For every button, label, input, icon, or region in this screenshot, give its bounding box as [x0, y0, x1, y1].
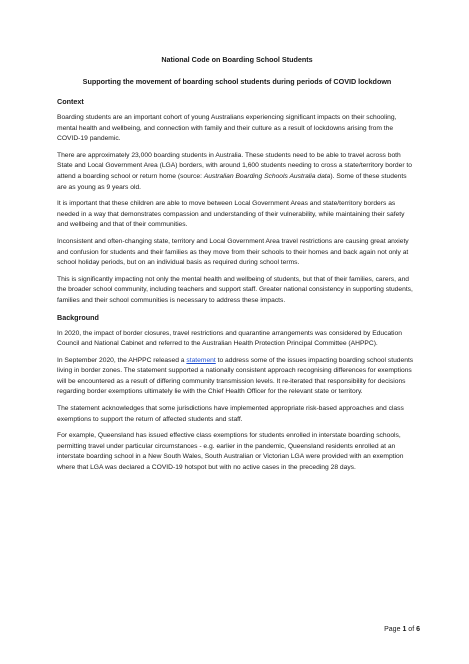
background-paragraph-1: In 2020, the impact of border closures, travel restrictions and quarantine arrangements was considered by Education Council and National Cabinet and referred to the Australian Health Protection Principal Committee (AHPPC). — [57, 329, 402, 348]
background-paragraph-4: For example, Queensland has issued effective class exemptions for students enrolled in interstate boarding schools, permitting travel under particular circumstances - e.g. earlier in the pandemic, Queensland residents enrolled at an interstate boarding school in a New South Wales, South Australian or Victorian LGA were provided with an exemption where that LGA was declared a COVID-19 hotspot but with no active cases in the preceding 28 days. — [57, 432, 404, 472]
context-paragraph-2-text-b: ). Some of these students are as young as 9 years old. — [57, 172, 407, 191]
page-word: Page — [384, 626, 401, 633]
context-paragraph-5: This is significantly impacting not only the mental health and wellbeing of students, but that of their families, carers, and the broader school community, including teachers and support staff. Greater national consistency in supporting students, families and their school communities is necessary to address these impacts. — [57, 275, 413, 304]
background-paragraph-2-text-b: to address some of the issues impacting boarding school students living in border zones. The statement supported a nationally consistent approach recognising differences for exemptions will be encountered as a result of differing community transmission levels. It re-iterated that responsibility for decisions regarding border exemptions ultimately lie with the Chief Health Officer for the relevant state or territory. — [57, 356, 414, 396]
section-heading-background: Background — [57, 312, 99, 322]
context-paragraph-2-text-a: There are approximately 23,000 boarding students in Australia. These students need to be able to travel across both State and Local Government Area (LGA) borders, with around 1,600 students needing to cross a state/territory border to attend a boarding school or return home (source: — [57, 151, 413, 180]
document-title: National Code on Boarding School Students — [161, 55, 313, 64]
document-subtitle: Supporting the movement of boarding school students during periods of COVID lockdown — [82, 77, 392, 86]
background-paragraph-3: The statement acknowledges that some jurisdictions have implemented appropriate risk-based approaches and class exemptions to support the return of affected students and staff. — [57, 405, 404, 423]
context-paragraph-4: Inconsistent and often-changing state, territory and Local Government Area travel restrictions are causing great anxiety and confusion for students and their families as they move from their schools to their homes and back again not only at school holiday periods, but on an individual basis as required during school terms. — [57, 237, 409, 267]
background-paragraph-2 — [57, 356, 417, 398]
section-heading-context: Context — [57, 97, 84, 106]
page-current: 1 — [402, 626, 407, 633]
context-paragraph-1: Boarding students are an important cohort of young Australians experiencing significant impacts on their schooling, mental health and wellbeing, and connection with family and their culture as a result of lockdowns arising from the COVID-19 pandemic. — [57, 114, 397, 143]
page-number-footer — [384, 625, 420, 634]
context-paragraph-3: It is important that these children are able to move between Local Government Areas and state/territory borders as needed in a way that demonstrates compassion and understanding of their vulnerability, while maintaining their safety and wellbeing and that of their communities. — [57, 200, 405, 229]
data-source-citation: Australian Boarding Schools Australia data — [203, 172, 331, 180]
page-of-word: of — [408, 626, 415, 633]
page-total: 6 — [416, 626, 420, 633]
statement-link[interactable]: statement — [186, 356, 216, 364]
context-paragraph-2 — [57, 151, 417, 193]
background-paragraph-2-text-a: In September 2020, the AHPPC released a — [57, 356, 187, 364]
